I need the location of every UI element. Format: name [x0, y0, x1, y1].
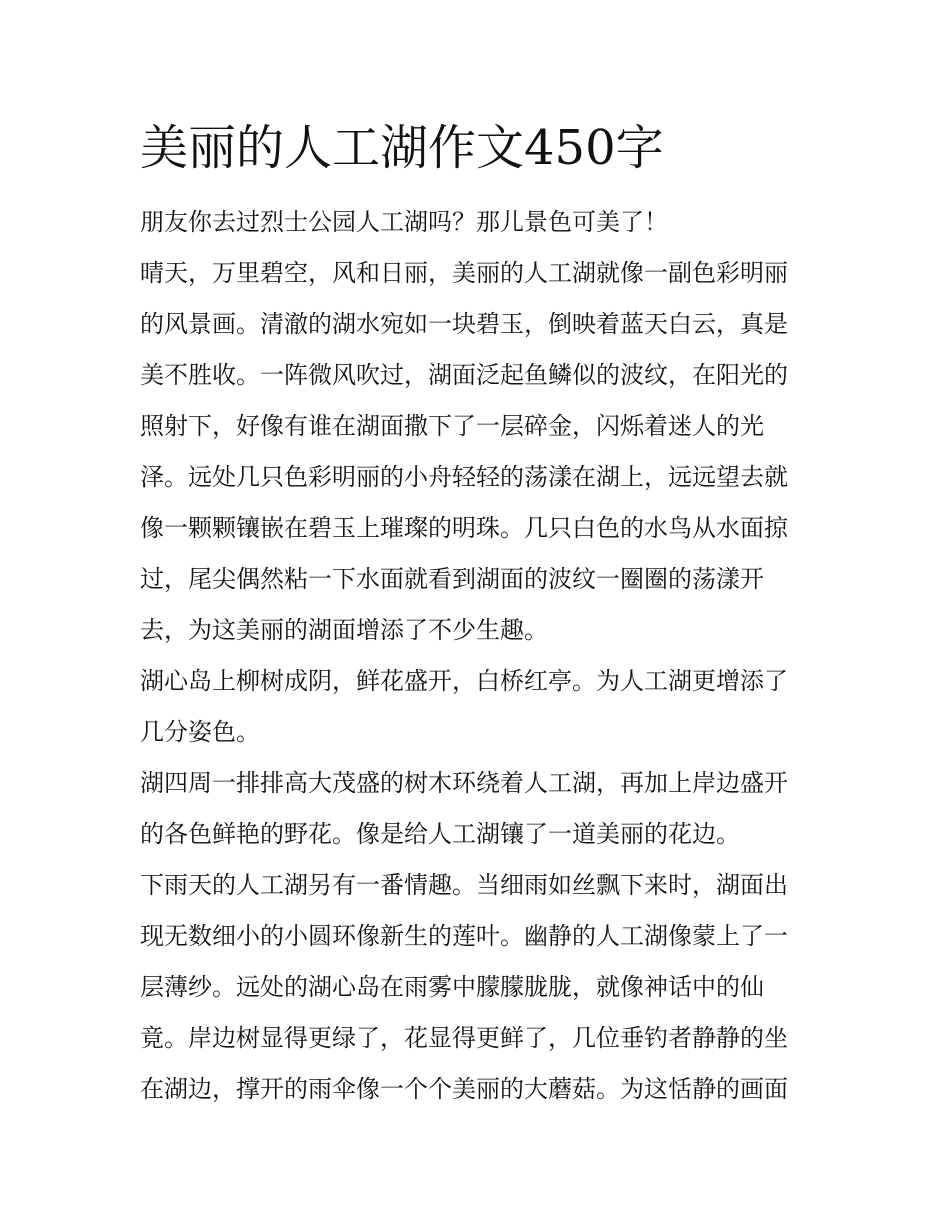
text-line: 像一颗颗镶嵌在碧玉上璀璨的明珠。几只白色的水鸟从水面掠: [140, 514, 788, 542]
text-line: 层薄纱。远处的湖心岛在雨雾中朦朦胧胧，就像神话中的仙: [140, 973, 764, 1001]
text-line: 的风景画。清澈的湖水宛如一块碧玉，倒映着蓝天白云，真是: [140, 310, 788, 338]
text-line: 晴天，万里碧空，风和日丽，美丽的人工湖就像一副色彩明丽: [140, 259, 788, 287]
text-line: 竟。岸边树显得更绿了，花显得更鲜了，几位垂钓者静静的坐: [140, 1024, 788, 1052]
text-line: 美不胜收。一阵微风吹过，湖面泛起鱼鳞似的波纹，在阳光的: [140, 361, 788, 389]
text-line: 朋友你去过烈士公园人工湖吗？那儿景色可美了！: [140, 208, 668, 236]
text-line: 下雨天的人工湖另有一番情趣。当细雨如丝飘下来时，湖面出: [140, 871, 788, 899]
text-line: 过，尾尖偶然粘一下水面就看到湖面的波纹一圈圈的荡漾开: [140, 565, 764, 593]
text-line: 几分姿色。: [140, 718, 260, 746]
page-title: 美丽的人工湖作文450字: [140, 120, 664, 176]
text-line: 的各色鲜艳的野花。像是给人工湖镶了一道美丽的花边。: [140, 820, 740, 848]
text-line: 在湖边，撑开的雨伞像一个个美丽的大蘑菇。为这恬静的画面: [140, 1075, 788, 1103]
text-line: 湖心岛上柳树成阴，鲜花盛开，白桥红亭。为人工湖更增添了: [140, 667, 788, 695]
text-line: 泽。远处几只色彩明丽的小舟轻轻的荡漾在湖上，远远望去就: [140, 463, 788, 491]
text-line: 去，为这美丽的湖面增添了不少生趣。: [140, 616, 548, 644]
essay-body: [140, 197, 812, 1115]
text-line: 照射下，好像有谁在湖面撒下了一层碎金，闪烁着迷人的光: [140, 412, 764, 440]
text-line: 湖四周一排排高大茂盛的树木环绕着人工湖，再加上岸边盛开: [140, 769, 788, 797]
text-line: 现无数细小的小圆环像新生的莲叶。幽静的人工湖像蒙上了一: [140, 922, 788, 950]
